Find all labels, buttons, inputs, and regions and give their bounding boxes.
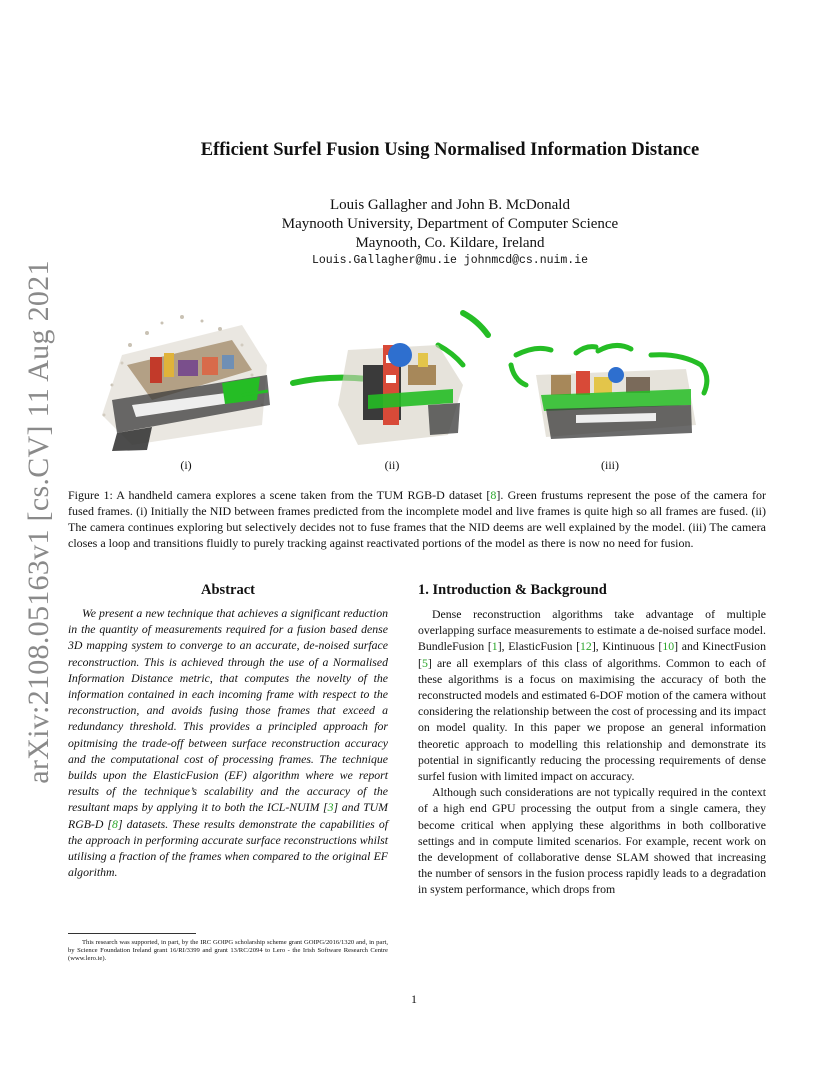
paper-title: Efficient Surfel Fusion Using Normalised Information Distance [200,140,700,160]
reconstruction-image-iii [506,305,716,455]
citation-link[interactable]: 3 [327,800,334,815]
reconstruction-image-ii [288,305,498,455]
right-column [418,582,766,898]
left-column [68,582,388,880]
panel-label-i: (i) [180,458,192,472]
figure-panel-iii [506,305,716,455]
author-names: Louis Gallagher and John B. McDonald [330,197,570,213]
author-affiliation: Maynooth University, Department of Computer Science [281,216,619,232]
figure-caption: Figure 1: A handheld camera explores a scene taken from the TUM RGB-D dataset [8]. Green frustums represent the pose of the camera for fused frames. (i) Initially the NID between frames predicted from the incomplete model and live frames is quite high so all frames are fused. (ii) The camera continues exploring but selectively decides not to fuse frames that the NID deems are well explained by the model. (iii) The camera closes a loop and transitions fluidly to purely tracking against reactivated portions of the model as there is now no need for fusion. [68,488,766,550]
abstract-text: We present a new technique that achieves a significant reduction in the quantity of measurements required for a fusion based dense 3D mapping system to converge to an accurate, de-noised surface reconstruction. This is achieved through the use of a Normalised Information Distance metric, that computes the novelty of the information contained in each incoming frame with respect to the reconstruction, and avoids fusing those frames that exceed a redundancy threshold. This provides a principled approach for opitmising the trade-off between surface reconstruction accuracy and the computational cost of processing frames. The technique builds upon the ElasticFusion (EF) algorithm where we report results of the technique’s scalability and the accuracy of the resultant maps by applying it to both the ICL-NUIM [3] and TUM RGB-D [8] datasets. These results demonstrate the capabilities of the approach in performing accurate surface reconstructions whilst utilising a fraction of the frames when compared to the original EF algorithm. [68,606,389,880]
citation-link[interactable]: 10 [662,639,675,654]
panel-label-ii: (ii) [384,458,400,472]
arxiv-stamp: arXiv:2108.05163v1 [cs.CV] 11 Aug 2021 [22,260,55,784]
reconstruction-image-i [92,305,280,455]
abstract-heading: Abstract [201,582,255,598]
citation-link[interactable]: 5 [421,655,428,670]
intro-paragraph-2: Although such considerations are not typically required in the context of a high end GPU processing the output from a single camera, they become critical when applying these algorithms in both collborative settings and in compute limited scenarios. For example, recent work on the development of collaborative dense SLAM showed that increasing the number of sensors in the fusion process rapidly leads to a degradation in system performance, which drops from [418,785,766,897]
author-block [80,196,820,253]
citation-link[interactable]: 1 [491,639,498,654]
citation-link[interactable]: 8 [112,816,118,831]
citation-link[interactable]: 8 [490,488,497,502]
page-number: 1 [411,992,417,1006]
author-address: Maynooth, Co. Kildare, Ireland [355,235,545,251]
author-emails: Louis.Gallagher@mu.ie johnmcd@cs.nuim.ie [311,254,589,267]
figure-panel-ii [288,305,498,455]
panel-label-iii: (iii) [601,458,619,472]
section-heading: 1. Introduction & Background [418,582,607,598]
footnote: This research was supported, in part, by the IRC GOIPG scholarship scheme grant GOIPG/2016/1320 and, in part, by Science Foundation Ireland grant 16/RI/3399 and grant 13/RC/2094 to Lero - the Irish Software Research Centre (www.lero.ie). [68,939,388,963]
footnote-rule [68,933,196,934]
figure-panel-i [92,305,280,455]
citation-link[interactable]: 12 [580,639,592,654]
intro-paragraph-1: Dense reconstruction algorithms take advantage of multiple overlapping surface measurements to estimate a de-noised surface model. BundleFusion [1], ElasticFusion [12], Kintinuous [10] and KinectFusion [5] are all exemplars of this class of algorithms. Common to each of these algorithms is a focus on maximising the accuracy of both the reconstructed models and estimated 6-DOF motion of the camera without considering the relationship between the cost of processing and its impact on model quality. In this paper we propose an general information theoretic approach to modelling this relationship and demonstrate its potential in significantly reducing the processing requirements of dense surfel fusion with limited impact on accuracy. [418,607,766,784]
